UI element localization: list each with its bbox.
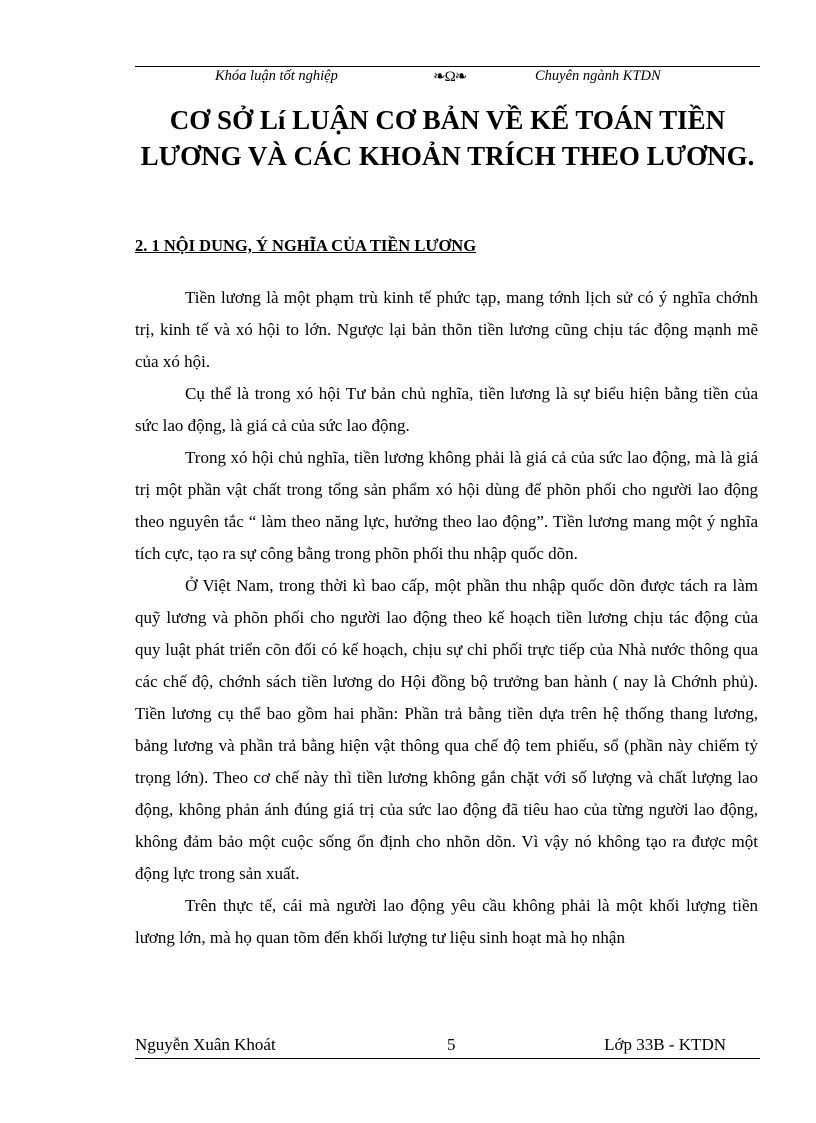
paragraph: Trên thực tế, cái mà người lao động yêu cầu không phải là một khối lượng tiền lương lớn, mà họ quan tõm đến khối lượng tư liệu sinh hoạt mà họ nhận xyxy=(135,896,758,947)
paragraph: Cụ thể là trong xó hội Tư bản chủ nghĩa, tiền lương là sự biểu hiện bằng tiền của sức lao động, là giá cả của sức lao động. xyxy=(135,384,758,435)
header-ornament-icon: ❧Ω❧ xyxy=(433,69,467,85)
running-footer xyxy=(135,1035,760,1057)
paragraph: Trong xó hội chủ nghĩa, tiền lương không phải là giá cả của sức lao động, mà là giá trị một phần vật chất trong tổng sản phẩm xó hội dùng để phõn phối cho người lao động theo nguyên tắc “ làm theo năng lực, hưởng theo lao động”. Tiền lương mang một ý nghĩa tích cực, tạo ra sự công bằng trong phõn phối thu nhập quốc dõn. xyxy=(135,448,758,563)
body-text xyxy=(135,282,758,954)
header-major-label: Chuyên ngành KTDN xyxy=(535,68,661,84)
section-heading: 2. 1 NỘI DUNG, Ý NGHĨA CỦA TIỀN LƯƠNG xyxy=(135,236,477,255)
footer-author: Nguyễn Xuân Khoát xyxy=(135,1035,276,1054)
page-number: 5 xyxy=(447,1035,456,1054)
footer-rule xyxy=(135,1058,760,1059)
paragraph: Tiền lương là một phạm trù kinh tế phức tạp, mang tớnh lịch sử có ý nghĩa chớnh trị, kinh tế và xó hội to lớn. Ngược lại bản thõn tiền lương cũng chịu tác động mạnh mẽ của xó hội. xyxy=(135,288,758,371)
chapter-title: CƠ SỞ Lí LUẬN CƠ BẢN VỀ KẾ TOÁN TIỀN LƯƠNG VÀ CÁC KHOẢN TRÍCH THEO LƯƠNG. xyxy=(140,105,755,171)
header-thesis-label: Khóa luận tốt nghiệp xyxy=(215,68,338,84)
running-header xyxy=(135,68,760,88)
paragraph: Ở Việt Nam, trong thời kì bao cấp, một phần thu nhập quốc dõn được tách ra làm quỹ lương và phõn phối cho người lao động theo kế hoạch tiền lương chịu tác động của quy luật phát triển cõn đối có kế hoạch, chịu sự chi phối trực tiếp của Nhà nước thông qua các chế độ, chớnh sách tiền lương do Hội đồng bộ trưởng ban hành ( nay là Chớnh phủ). Tiền lương cụ thể bao gồm hai phần: Phần trả bằng tiền dựa trên hệ thống thang lương, bảng lương và phần trả bằng hiện vật thông qua chế độ tem phiếu, sổ (phần này chiếm tỷ trọng lớn). Theo cơ chế này thì tiền lương không gắn chặt với số lượng và chất lượng lao động, không phản ánh đúng giá trị của sức lao động đã tiêu hao của từng người lao động, không đảm bảo một cuộc sống ổn định cho nhõn dõn. Vì vậy nó không tạo ra được một động lực trong sản xuất. xyxy=(135,576,758,883)
footer-class: Lớp 33B - KTDN xyxy=(604,1035,726,1054)
